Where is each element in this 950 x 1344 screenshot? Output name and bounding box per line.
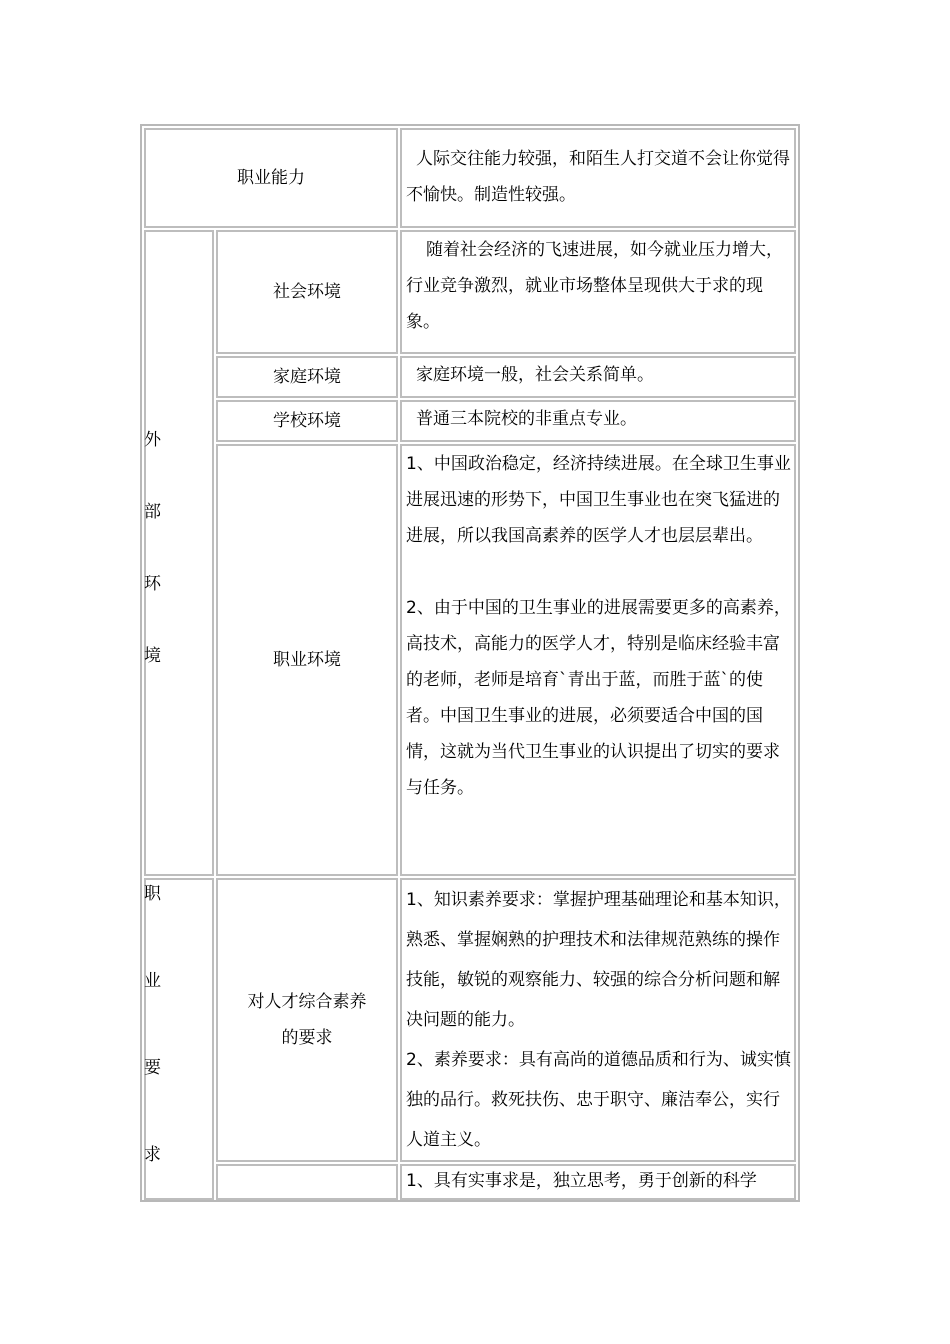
requirements-group-char-1: 职 xyxy=(144,884,161,904)
career-ability-text: 人际交往能力较强，和陌生人打交道不会让你觉得不愉快。制造性较强。 xyxy=(406,149,790,205)
talent-requirements-text-cell xyxy=(400,878,796,1162)
talent-requirements-label-line2: 的要求 xyxy=(281,1028,333,1048)
social-environment-label-cell xyxy=(216,230,398,354)
external-group-char-1: 外 xyxy=(144,430,161,450)
school-environment-text-cell xyxy=(400,400,796,442)
talent-requirements-label-cell xyxy=(216,878,398,1162)
career-environment-paragraph-1: 1、中国政治稳定，经济持续进展。在全球卫生事业进展迅速的形势下，中国卫生事业也在突飞猛进的进展，所以我国高素养的医学人才也层层辈出。 xyxy=(406,454,791,546)
talent-requirements-paragraph-1: 1、知识素养要求：掌握护理基础理论和基本知识，熟悉、掌握娴熟的护理技术和法律规范熟练的操作技能，敏锐的观察能力、较强的综合分析问题和解决问题的能力。 xyxy=(406,890,791,1030)
external-group-char-3: 环 xyxy=(144,574,161,594)
career-ability-label: 职业能力 xyxy=(237,168,305,188)
next-requirement-label-cell xyxy=(216,1164,398,1200)
family-environment-text-cell xyxy=(400,356,796,398)
school-environment-text: 普通三本院校的非重点专业。 xyxy=(416,409,637,429)
external-group-char-2: 部 xyxy=(144,502,161,522)
career-ability-text-cell xyxy=(400,128,796,228)
family-environment-label-cell xyxy=(216,356,398,398)
career-environment-paragraph-2: 2、由于中国的卫生事业的进展需要更多的高素养，高技术，高能力的医学人才，特别是临床经验丰富的老师，老师是培育`青出于蓝，而胜于蓝`的使者。中国卫生事业的进展，必须要适合中国的国情，这就为当代卫生事业的认识提出了切实的要求与任务。 xyxy=(406,598,791,798)
talent-requirements-paragraph-2: 2、素养要求：具有高尚的道德品质和行为、诚实慎独的品行。救死扶伤、忠于职守、廉洁奉公，实行人道主义。 xyxy=(406,1050,791,1150)
career-environment-text-cell xyxy=(400,444,796,876)
requirements-group-char-2: 业 xyxy=(144,971,161,991)
next-requirement-text-cell xyxy=(400,1164,796,1200)
school-environment-label-cell xyxy=(216,400,398,442)
family-environment-text: 家庭环境一般，社会关系简单。 xyxy=(416,365,654,385)
social-environment-label: 社会环境 xyxy=(273,282,341,302)
requirements-group-char-4: 求 xyxy=(144,1145,161,1165)
career-environment-label: 职业环境 xyxy=(273,650,341,670)
requirements-group-char-3: 要 xyxy=(144,1058,161,1078)
next-requirement-text: 1、具有实事求是，独立思考，勇于创新的科学 xyxy=(406,1171,757,1191)
school-environment-label: 学校环境 xyxy=(273,411,341,431)
family-environment-label: 家庭环境 xyxy=(273,367,341,387)
external-group-char-4: 境 xyxy=(144,646,161,666)
social-environment-text: 随着社会经济的飞速进展，如今就业压力增大，行业竞争激烈，就业市场整体呈现供大于求的现象。 xyxy=(406,240,783,332)
career-environment-label-cell xyxy=(216,444,398,876)
social-environment-text-cell xyxy=(400,230,796,354)
external-environment-group-cell xyxy=(144,230,214,876)
talent-requirements-label-line1: 对人才综合素养 xyxy=(247,992,367,1012)
career-ability-label-cell xyxy=(144,128,398,228)
